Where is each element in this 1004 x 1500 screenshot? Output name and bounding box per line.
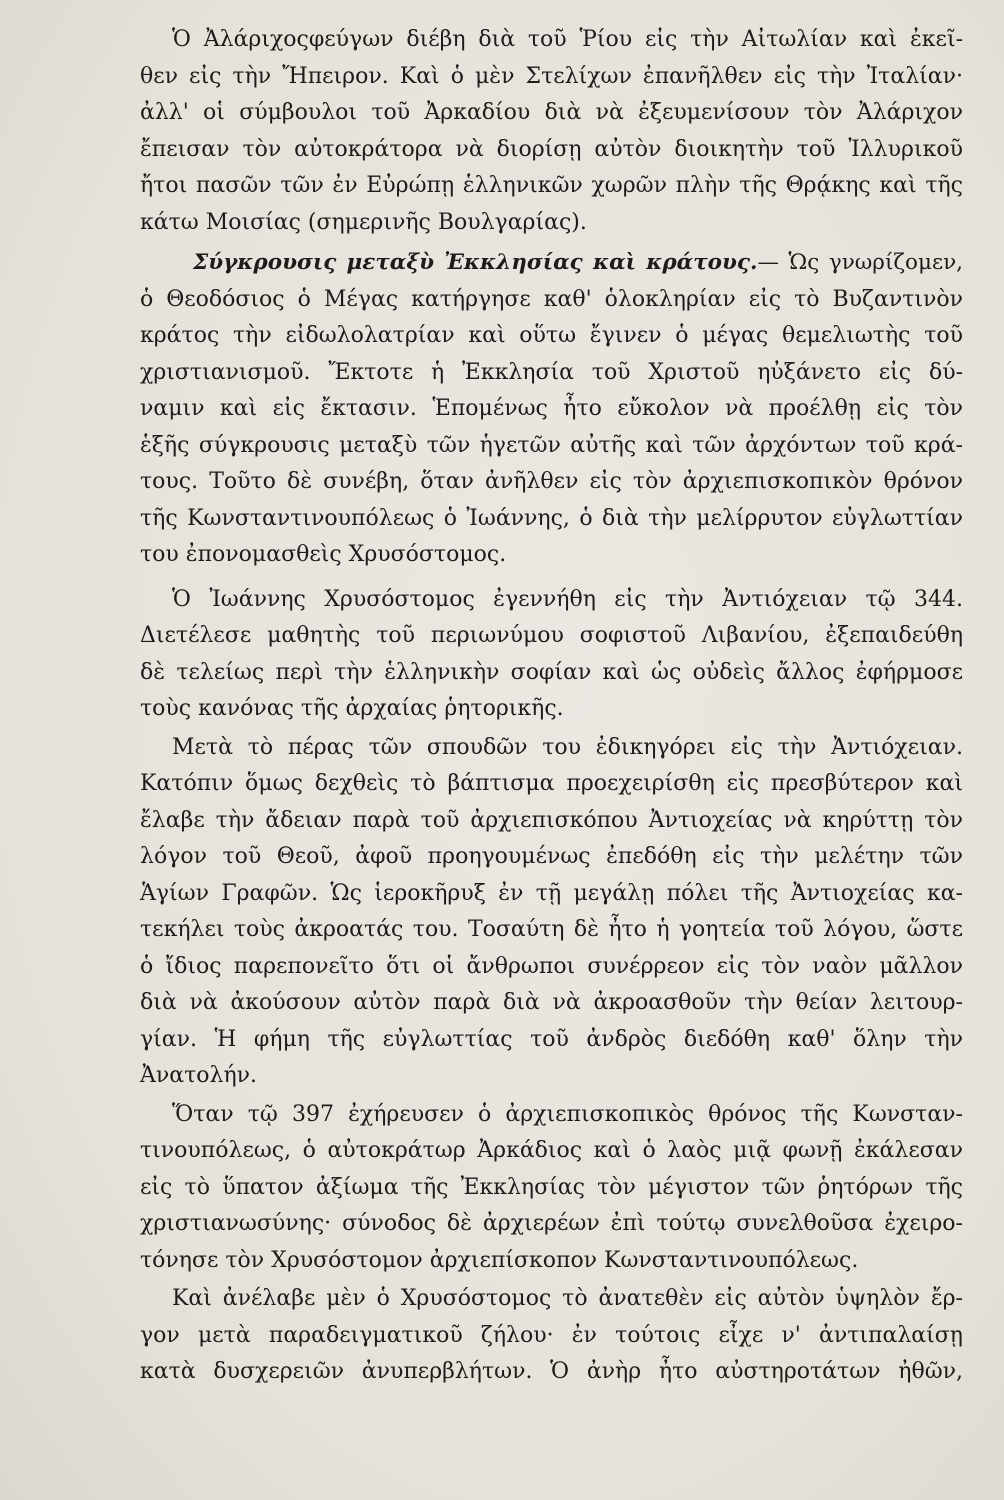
paragraph — [140, 1097, 963, 1280]
text-line: Διετέλεσε μαθητὴς τοῦ περιωνύμου σοφιστοῦ Λιβανίου, ἐξεπαιδεύθη — [140, 623, 963, 648]
text-line: Ὁ Ἀλάριχοςφεύγων διέβη διὰ τοῦ Ῥίου εἰς τὴν Αἰτωλίαν καὶ ἐκεῖ- — [172, 27, 963, 52]
paragraph — [140, 730, 963, 1095]
text-line: Ἀνατολήν. — [140, 1063, 258, 1088]
text-line: ὁ ἴδιος παρεπονεῖτο ὅτι οἱ ἄνθρωποι συνέρρεον εἰς τὸν ναὸν μᾶλλον — [140, 953, 963, 979]
text-line: κράτος τὴν εἰδωλολατρίαν καὶ οὕτω ἔγινεν ὁ μέγας θεμελιωτὴς τοῦ — [140, 323, 963, 348]
text-line: θεν εἰς τὴν Ἤπειρον. Καὶ ὁ μὲν Στελίχων ἐπανῆλθεν εἰς τὴν Ἰταλίαν· — [140, 63, 963, 89]
text-line: ἀλλ' οἱ σύμβουλοι τοῦ Ἀρκαδίου διὰ νὰ ἐξευμενίσουν τὸν Ἀλάριχον — [140, 100, 963, 125]
text-line: ναμιν καὶ εἰς ἔκτασιν. Ἑπομένως ἦτο εὔκολον νὰ προέλθῃ εἰς τὸν — [140, 396, 963, 421]
text-line: λόγον τοῦ Θεοῦ, ἀφοῦ προηγουμένως ἐπεδόθη εἰς τὴν μελέτην τῶν — [140, 844, 963, 869]
text-line: διὰ νὰ ἀκούσουν αὐτὸν παρὰ διὰ νὰ ἀκροασθοῦν τὴν θείαν λειτουρ- — [140, 990, 963, 1015]
text-line: ἑξῆς σύγκρουσις μεταξὺ τῶν ἡγετῶν αὐτῆς καὶ τῶν ἀρχόντων τοῦ κρά- — [140, 432, 963, 458]
text-line: Ὅταν τῷ 397 ἐχήρευσεν ὁ ἀρχιεπισκοπικὸς θρόνος τῆς Κωνσταν- — [172, 1101, 963, 1127]
paragraph — [140, 245, 963, 574]
section-heading: Σύγκρουσις μεταξὺ Ἐκκλησίας καὶ κράτους. — [193, 250, 758, 275]
paragraph — [140, 22, 963, 241]
page-text — [140, 22, 963, 1391]
text-line: τινουπόλεως, ὁ αὐτοκράτωρ Ἀρκάδιος καὶ ὁ λαὸς μιᾷ φωνῇ ἐκάλεσαν — [140, 1138, 963, 1163]
text-line: ἔλαβε τὴν ἄδειαν παρὰ τοῦ ἀρχιεπισκόπου Ἀντιοχείας νὰ κηρύττῃ τὸν — [140, 807, 963, 833]
text-line: χριστιανωσύνης· σύνοδος δὲ ἀρχιερέων ἐπὶ τούτῳ συνελθοῦσα ἐχειρο- — [140, 1211, 963, 1236]
paragraph — [140, 1281, 963, 1391]
text-line: Καὶ ἀνέλαβε μὲν ὁ Χρυσόστομος τὸ ἀνατεθὲν εἰς αὐτὸν ὑψηλὸν ἔρ- — [172, 1286, 963, 1311]
text-line: δὲ τελείως περὶ τὴν ἑλληνικὴν σοφίαν καὶ ὡς οὐδεὶς ἄλλος ἐφήρμοσε — [140, 659, 963, 685]
text-line: τῆς Κωνσταντινουπόλεως ὁ Ἰωάννης, ὁ διὰ τὴν μελίρρυτον εὐγλωττίαν — [140, 505, 963, 531]
text-line: τεκήλει τοὺς ἀκροατάς του. Τοσαύτη δὲ ἦτο ἡ γοητεία τοῦ λόγου, ὥστε — [140, 917, 963, 942]
text-line: τους. Τοῦτο δὲ συνέβη, ὅταν ἀνῆλθεν εἰς τὸν ἀρχιεπισκοπικὸν θρόνον — [140, 469, 963, 494]
text-line: γον μετὰ παραδειγματικοῦ ζήλου· ἐν τούτοις εἶχε ν' ἀντιπαλαίσῃ — [140, 1322, 963, 1348]
text-line: Ἁγίων Γραφῶν. Ὡς ἱεροκῆρυξ ἐν τῇ μεγάλῃ πόλει τῆς Ἀντιοχείας κα- — [140, 880, 963, 906]
text-line: κατὰ δυσχερειῶν ἀνυπερβλήτων. Ὁ ἀνὴρ ἦτο αὐστηροτάτων ἠθῶν, — [140, 1359, 963, 1384]
text-line: Κατόπιν ὅμως δεχθεὶς τὸ βάπτισμα προεχειρίσθη εἰς πρεσβύτερον καὶ — [140, 771, 963, 796]
text-line: εἰς τὸ ὕπατον ἀξίωμα τῆς Ἐκκλησίας τὸν μέγιστον τῶν ῥητόρων τῆς — [140, 1174, 963, 1200]
text-line: Ὁ Ἰωάννης Χρυσόστομος ἐγεννήθη εἰς τὴν Ἀντιόχειαν τῷ 344. — [172, 586, 963, 612]
text-line: ὁ Θεοδόσιος ὁ Μέγας κατήργησε καθ' ὁλοκληρίαν εἰς τὸ Βυζαντινὸν — [140, 286, 963, 312]
text-line: γίαν. Ἡ φήμη τῆς εὐγλωττίας τοῦ ἀνδρὸς διεδόθη καθ' ὅλην τὴν — [140, 1026, 963, 1052]
text-line: ἤτοι πασῶν τῶν ἐν Εὐρώπῃ ἑλληνικῶν χωρῶν πλὴν τῆς Θρᾴκης καὶ τῆς — [140, 173, 963, 198]
text-line: του ἐπονομασθεὶς Χρυσόστομος. — [140, 542, 507, 567]
text-line: Μετὰ τὸ πέρας τῶν σπουδῶν του ἐδικηγόρει εἰς τὴν Ἀντιόχειαν. — [172, 734, 963, 760]
text-line: χριστιανισμοῦ. Ἔκτοτε ἡ Ἐκκλησία τοῦ Χριστοῦ ηὐξάνετο εἰς δύ- — [140, 359, 963, 385]
text-line: τοὺς κανόνας τῆς ἀρχαίας ῥητορικῆς. — [140, 696, 564, 721]
text-line: κάτω Μοισίας (σημερινῆς Βουλγαρίας). — [140, 209, 587, 235]
paragraph — [140, 582, 963, 728]
text-line: τόνησε τὸν Χρυσόστομον ἀρχιεπίσκοπον Κωνσταντινουπόλεως. — [140, 1247, 859, 1273]
text-line — [140, 245, 963, 282]
text-line: ἔπεισαν τὸν αὐτοκράτορα νὰ διορίσῃ αὐτὸν διοικητὴν τοῦ Ἰλλυρικοῦ — [140, 136, 963, 162]
text-run: — Ὡς γνωρίζομεν, — [757, 250, 963, 275]
